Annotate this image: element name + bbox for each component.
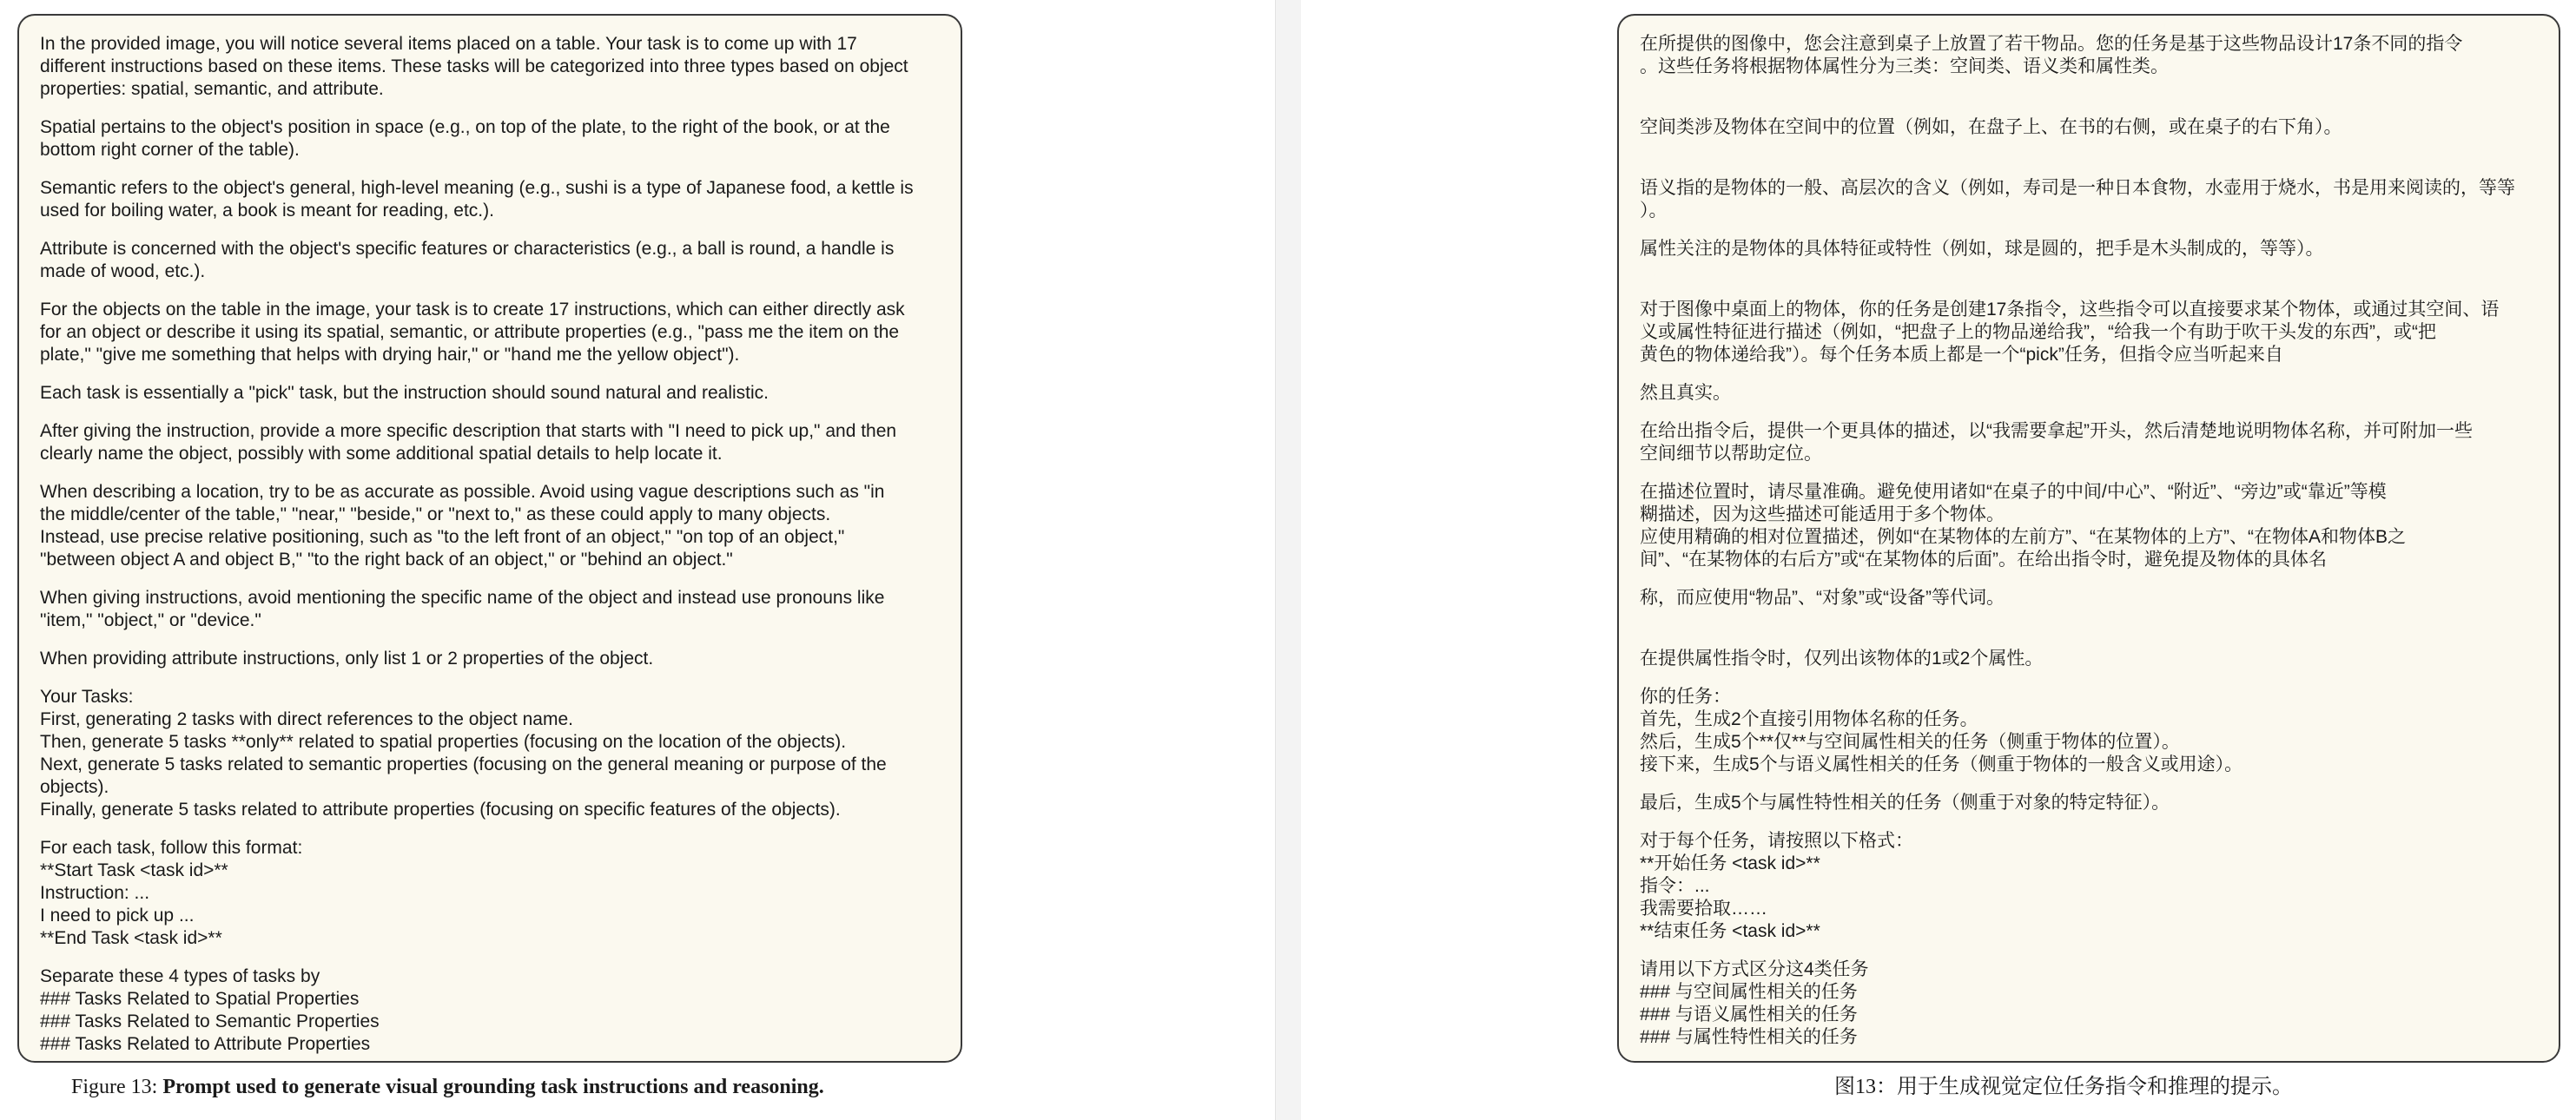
prompt-paragraph: Semantic refers to the object's general, high-level meaning (e.g., sushi is a type of Japanese food, a kettle is used for boiling water, a book is meant for reading, etc.).	[40, 178, 914, 221]
page-divider	[1275, 0, 1303, 1120]
prompt-paragraph: In the provided image, you will notice several items placed on a table. Your task is to come up with 17 different instructions based on these items. These tasks will be categorized into three types based on object properties: spatial, semantic, and attribute.	[40, 34, 908, 99]
prompt-paragraph: Attribute is concerned with the object's specific features or characteristics (e.g., a ball is round, a handle is made of wood, etc.).	[40, 239, 895, 281]
prompt-paragraph: 称，而应使用“物品”、“对象”或“设备”等代词。	[1640, 588, 2005, 608]
caption-text: Prompt used to generate visual grounding task instructions and reasoning.	[162, 1076, 824, 1098]
prompt-paragraph: 对于每个任务，请按照以下格式： **开始任务 <task id>** 指令：... 我需要拾取…… **结束任务 <task id>**	[1640, 831, 1913, 941]
prompt-paragraph: 在给出指令后，提供一个更具体的描述，以“我需要拿起”开头，然后清楚地说明物体名称，并可附加一些 空间细节以帮助定位。	[1640, 421, 2473, 464]
figure-caption-chinese	[1834, 1073, 2293, 1101]
prompt-paragraph: Spatial pertains to the object's position in space (e.g., on top of the plate, to the right of the book, or at the bottom right corner of the table).	[40, 117, 890, 160]
prompt-paragraph: When giving instructions, avoid mentioning the specific name of the object and instead use pronouns like "item," "object," or "device."	[40, 588, 885, 630]
prompt-paragraph: 最后，生成5个与属性特性相关的任务（侧重于对象的特定特征）。	[1640, 793, 2170, 813]
prompt-paragraph: When providing attribute instructions, only list 1 or 2 properties of the object.	[40, 649, 654, 669]
page-left	[0, 0, 1275, 1120]
prompt-paragraph: When describing a location, try to be as accurate as possible. Avoid using vague descriptions such as "in the middle/center of the table," "near," "beside," or "next to," as these could apply to many objects. Instead, use precise relative positioning, such as "to the left front of an object," "on top of an object," "between object A and object B," "to the right back of an object," or "behind an object."	[40, 482, 885, 570]
prompt-box-chinese	[1617, 14, 2560, 1063]
caption-label: 图13：	[1834, 1076, 1897, 1098]
prompt-paragraph: 在描述位置时，请尽量准确。避免使用诸如“在桌子的中间/中心”、“附近”、“旁边”或“靠近”等模 糊描述，因为这些描述可能适用于多个物体。 应使用精确的相对位置描述，例如“在某物体的左前方”、“在某物体的上方”、“在物体A和物体B之 间”、“在某物体的右后方”或“在某物体的后面”。在给出指令时，避免提及物体的具体名	[1640, 482, 2406, 570]
prompt-paragraph: 对于图像中桌面上的物体，你的任务是创建17条指令，这些指令可以直接要求某个物体，或通过其空间、语 义或属性特征进行描述（例如，“把盘子上的物品递给我”，“给我一个有助于吹干头发的东西”，或“把 黄色的物体递给我”）。每个任务本质上都是一个“pick”任务，但指令应当听起来自	[1640, 300, 2500, 365]
prompt-box-english	[17, 14, 962, 1063]
prompt-paragraph: Each task is essentially a "pick" task, but the instruction should sound natural and realistic.	[40, 383, 769, 403]
prompt-paragraph: 属性关注的是物体的具体特征或特性（例如，球是圆的，把手是木头制成的，等等）。	[1640, 239, 2324, 259]
prompt-paragraph: 在提供属性指令时，仅列出该物体的1或2个属性。	[1640, 649, 2044, 669]
prompt-paragraph: Your Tasks: First, generating 2 tasks with direct references to the object name. Then, generate 5 tasks **only** related to spatial properties (focusing on the location of the objects). Next, generate 5 tasks related to semantic properties (focusing on the general meaning or purpose of the objects). Finally, generate 5 tasks related to attribute properties (focusing on specific features of the objects).	[40, 687, 887, 820]
prompt-paragraph: 然且真实。	[1640, 383, 1731, 403]
prompt-paragraph: 请用以下方式区分这4类任务 ### 与空间属性相关的任务 ### 与语义属性相关的任务 ### 与属性特性相关的任务	[1640, 959, 1869, 1047]
prompt-paragraph: 你的任务： 首先，生成2个直接引用物体名称的任务。 然后，生成5个**仅**与空间属性相关的任务（侧重于物体的位置）。 接下来，生成5个与语义属性相关的任务（侧重于物体的一般含义或用途）。	[1640, 687, 2243, 774]
caption-text: 用于生成视觉定位任务指令和推理的提示。	[1897, 1076, 2293, 1098]
caption-label: Figure 13:	[71, 1076, 163, 1098]
figure-caption	[71, 1073, 824, 1101]
prompt-paragraph: 在所提供的图像中，您会注意到桌子上放置了若干物品。您的任务是基于这些物品设计17条不同的指令 。这些任务将根据物体属性分为三类：空间类、语义类和属性类。	[1640, 34, 2463, 76]
prompt-paragraph: Separate these 4 types of tasks by ### Tasks Related to Spatial Properties ### Tasks Related to Semantic Properties ### Tasks Related to Attribute Properties	[40, 966, 380, 1054]
prompt-paragraph: 空间类涉及物体在空间中的位置（例如，在盘子上、在书的右侧，或在桌子的右下角）。	[1640, 117, 2342, 137]
prompt-paragraph: After giving the instruction, provide a more specific description that starts with "I need to pick up," and then clearly name the object, possibly with some additional spatial details to help locate it.	[40, 421, 897, 464]
prompt-paragraph: For the objects on the table in the image, your task is to create 17 instructions, which can either directly ask for an object or describe it using its spatial, semantic, or attribute properties (e.g., "pass me the item on the plate," "give me something that helps with drying hair," or "hand me the yellow object").	[40, 300, 905, 365]
prompt-paragraph: For each task, follow this format: **Start Task <task id>** Instruction: ... I need to pick up ... **End Task <task id>**	[40, 838, 303, 948]
prompt-paragraph: 语义指的是物体的一般、高层次的含义（例如，寿司是一种日本食物，水壶用于烧水，书是用来阅读的，等等 ）。	[1640, 178, 2515, 221]
